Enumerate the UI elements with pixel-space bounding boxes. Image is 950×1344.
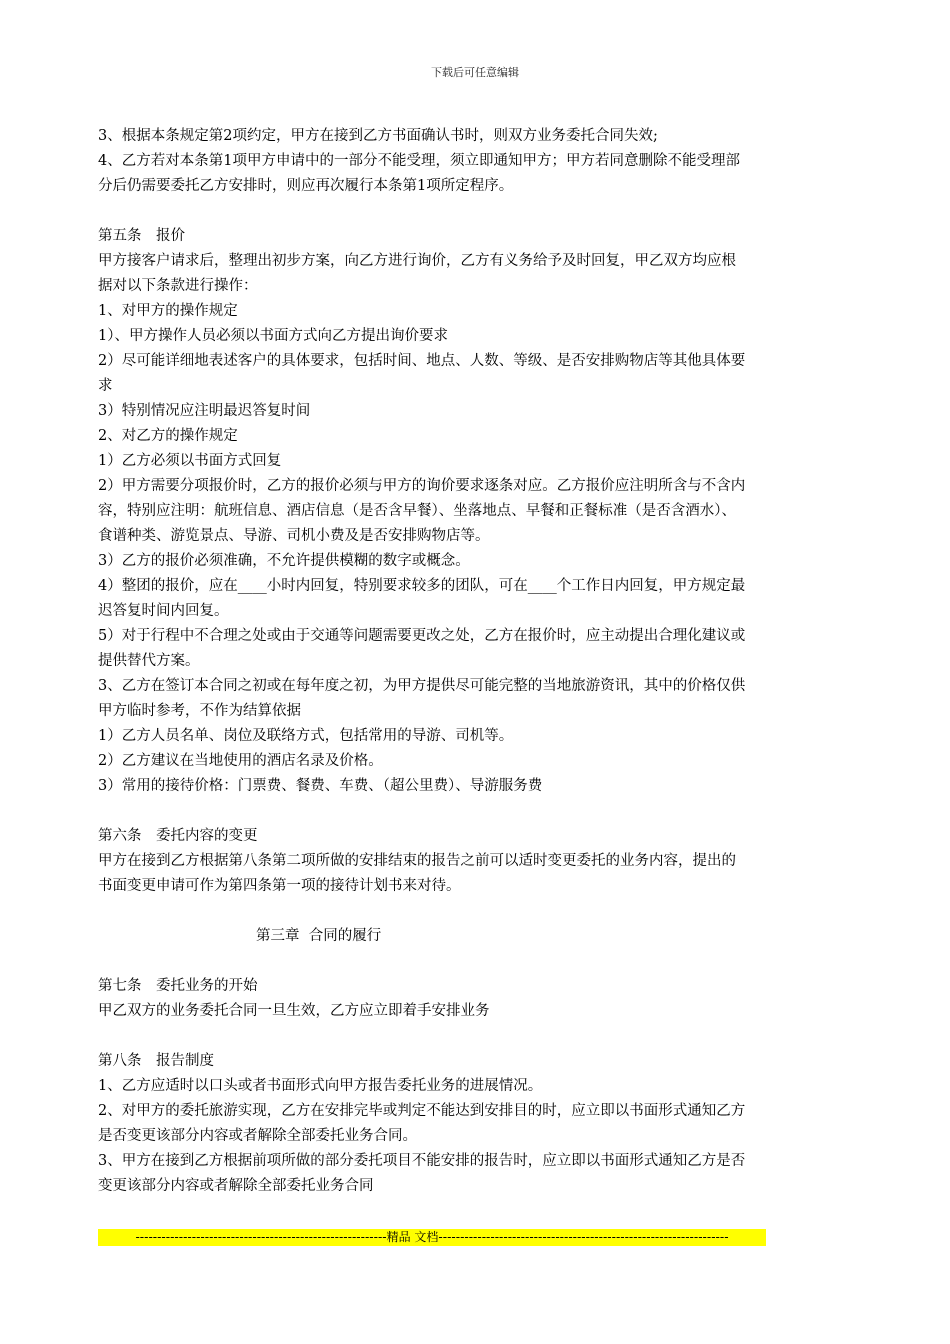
document-body [98, 124, 864, 1199]
paragraph-line: 1、乙方应适时以口头或者书面形式向甲方报告委托业务的进展情况。 [98, 1078, 543, 1094]
paragraph-line: 1）乙方人员名单、岗位及联络方式，包括常用的导游、司机等。 [98, 728, 514, 744]
paragraph-line: 甲方接客户请求后，整理出初步方案，向乙方进行询价，乙方有义务给予及时回复，甲乙双方均应根 [98, 253, 736, 269]
section-heading: 第七条 委托业务的开始 [98, 978, 258, 994]
blank-line [98, 199, 864, 224]
paragraph-line: 提供替代方案。 [98, 653, 200, 669]
paragraph-line: 求 [98, 378, 113, 394]
paragraph-line: 5）对于行程中不合理之处或由于交通等问题需要更改之处，乙方在报价时，应主动提出合理化建议或 [98, 628, 746, 644]
blank-line [98, 1024, 864, 1049]
paragraph-line: 2、对乙方的操作规定 [98, 428, 238, 444]
section-heading: 第八条 报告制度 [98, 1053, 214, 1069]
paragraph-line: 3）常用的接待价格：门票费、餐费、车费、（超公里费）、导游服务费 [98, 778, 543, 794]
page-header: 下载后可任意编辑 [431, 66, 519, 79]
paragraph-line: 3）乙方的报价必须准确，不允许提供模糊的数字或概念。 [98, 553, 470, 569]
paragraph-line: 甲方临时参考，不作为结算依据 [98, 703, 301, 719]
footer-highlight-bar: ----------------------------------------------------------精品 文档------------------------------------------------------------------- [98, 1229, 766, 1246]
paragraph-line: 4、乙方若对本条第1项甲方申请中的一部分不能受理，须立即通知甲方；甲方若同意删除不能受理部 [98, 153, 740, 169]
paragraph-line: 2、对甲方的委托旅游实现，乙方在安排完毕或判定不能达到安排目的时，应立即以书面形式通知乙方 [98, 1103, 746, 1119]
paragraph-line: 甲乙双方的业务委托合同一旦生效，乙方应立即着手安排业务 [98, 1003, 490, 1019]
paragraph-line: 3、乙方在签订本合同之初或在每年度之初，为甲方提供尽可能完整的当地旅游资讯，其中的价格仅供 [98, 678, 746, 694]
blank-line [98, 799, 864, 824]
paragraph-line: 迟答复时间内回复。 [98, 603, 229, 619]
paragraph-line: 据对以下条款进行操作： [98, 278, 258, 294]
section-heading: 第六条 委托内容的变更 [98, 828, 258, 844]
paragraph-line: 3）特别情况应注明最迟答复时间 [98, 403, 311, 419]
paragraph-line: 3、甲方在接到乙方根据前项所做的部分委托项目不能安排的报告时，应立即以书面形式通知乙方是否 [98, 1153, 746, 1169]
section-heading: 第五条 报价 [98, 228, 185, 244]
paragraph-line: 1、对甲方的操作规定 [98, 303, 238, 319]
paragraph-line: 容，特别应注明：航班信息、酒店信息（是否含早餐）、坐落地点、早餐和正餐标准（是否含酒水）、 [98, 503, 736, 519]
paragraph-line: 书面变更申请可作为第四条第一项的接待计划书来对待。 [98, 878, 461, 894]
paragraph-line: 3、根据本条规定第2项约定，甲方在接到乙方书面确认书时，则双方业务委托合同失效; [98, 128, 658, 144]
blank-line [98, 949, 864, 974]
blank-line [98, 899, 864, 924]
chapter-heading: 第三章 合同的履行 [256, 928, 382, 944]
paragraph-line: 食谱种类、游览景点、导游、司机小费及是否安排购物店等。 [98, 528, 490, 544]
paragraph-line: 4）整团的报价，应在____小时内回复，特别要求较多的团队，可在____个工作日内回复，甲方规定最 [98, 578, 746, 594]
paragraph-line: 1）乙方必须以书面方式回复 [98, 453, 282, 469]
paragraph-line: 是否变更该部分内容或者解除全部委托业务合同。 [98, 1128, 417, 1144]
paragraph-line: 2）乙方建议在当地使用的酒店名录及价格。 [98, 753, 383, 769]
paragraph-line: 分后仍需要委托乙方安排时，则应再次履行本条第1项所定程序。 [98, 178, 514, 194]
paragraph-line: 2）尽可能详细地表述客户的具体要求，包括时间、地点、人数、等级、是否安排购物店等其他具体要 [98, 353, 746, 369]
paragraph-line: 变更该部分内容或者解除全部委托业务合同 [98, 1178, 374, 1194]
paragraph-line: 1）、甲方操作人员必须以书面方式向乙方提出询价要求 [98, 328, 448, 344]
paragraph-line: 2）甲方需要分项报价时，乙方的报价必须与甲方的询价要求逐条对应。乙方报价应注明所含与不含内 [98, 478, 746, 494]
paragraph-line: 甲方在接到乙方根据第八条第二项所做的安排结束的报告之前可以适时变更委托的业务内容，提出的 [98, 853, 736, 869]
